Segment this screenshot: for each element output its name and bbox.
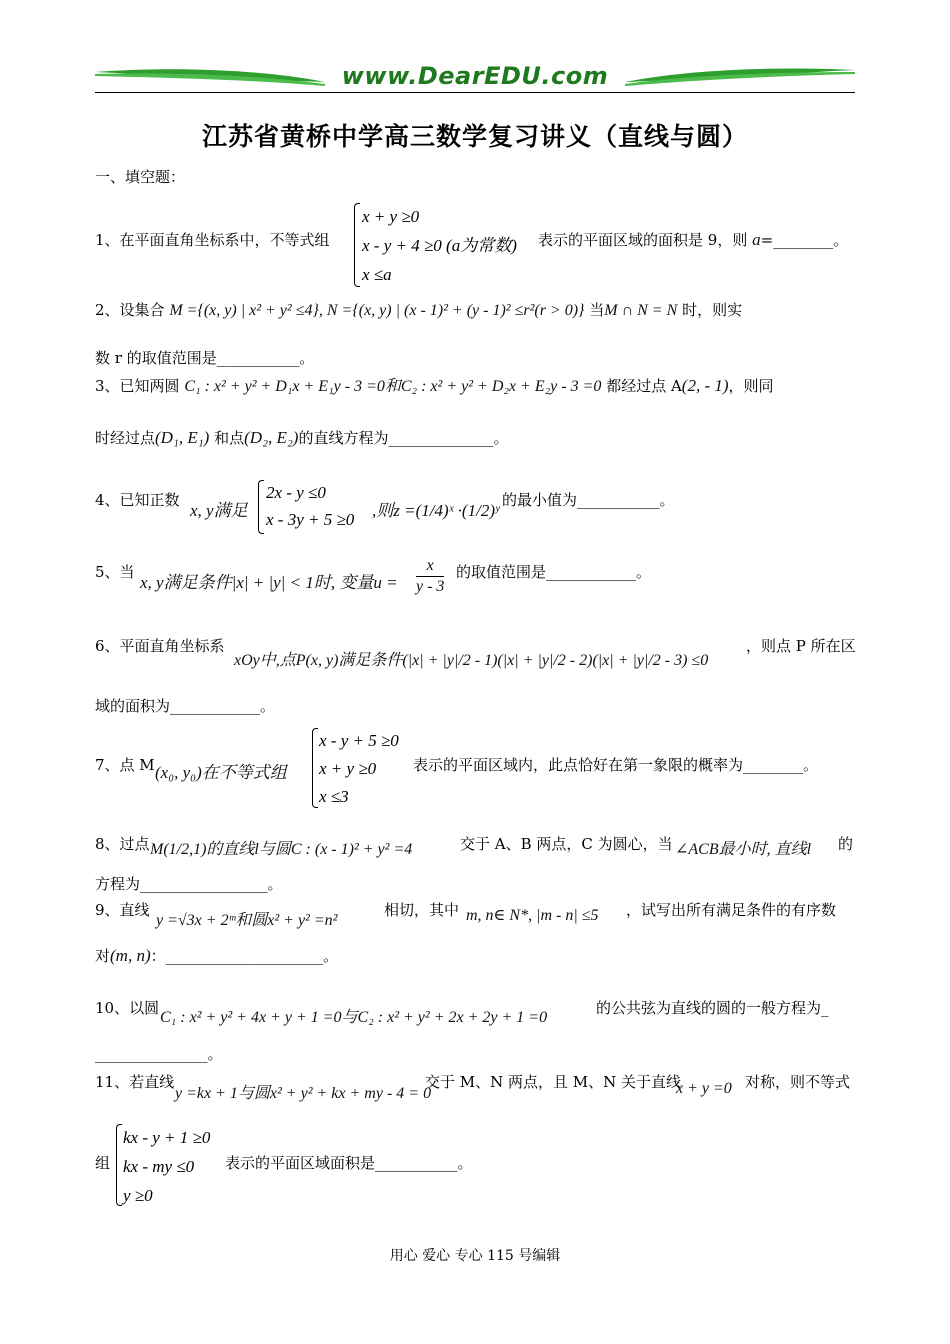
p11-line2-pre: 组 [95, 1154, 111, 1172]
p3-point: (2, - 1) [681, 376, 729, 395]
p6-post: ，则点 P 所在区 [746, 637, 856, 655]
p1-post [538, 230, 848, 250]
p4-vars: x, y满足 [190, 501, 248, 520]
p11-math: y =kx + 1与圆x² + y² + kx + my - 4 = 0 [175, 1085, 432, 1102]
p9-pre: 9、直线 [95, 901, 150, 919]
p6-pre: 6、平面直角坐标系 [95, 637, 225, 655]
p4-pre: 4、已知正数 [95, 491, 180, 509]
p9-line2-post: ：_____________________。 [150, 947, 339, 965]
p11-math2: x + y =0 [676, 1080, 732, 1097]
p1-tail: =________。 [760, 231, 849, 249]
p5-fraction [416, 556, 444, 597]
p1-brace [354, 203, 360, 287]
p3-post: ，则同 [728, 377, 774, 395]
header-logo [95, 62, 855, 96]
p3-line2-post: 的直线方程为______________。 [298, 429, 509, 447]
p10-post: 的公共弦为直线的圆的一般方程为_ [596, 999, 829, 1017]
p8-math: M(1/2,1)的直线l与圆C : (x - 1)² + y² =4 [150, 841, 413, 858]
p1-var: a [752, 230, 761, 249]
p9-mid: 相切，其中 [384, 901, 460, 919]
p11-sys-row: kx - my ≤0 [123, 1157, 195, 1176]
p7-post: 表示的平面区域内，此点恰好在第一象限的概率为________。 [413, 756, 819, 774]
p9-pair: (m, n) [110, 946, 151, 965]
p4-brace [258, 480, 264, 534]
p6-math: xOy中,点P(x, y)满足条件(|x| + |y|/2 - 1)(|x| + |y|/2 - 2)(|x| + |y|/2 - 3) ≤0 [234, 652, 709, 669]
footer: 用心 爱心 专心 115 号编辑 [389, 1248, 561, 1264]
p7-math: (x₀, y₀)在不等式组 [155, 763, 287, 782]
p7-sys-row: x ≤3 [319, 787, 349, 806]
p11-pre: 11、若直线 [95, 1073, 175, 1091]
p7-sys-row: x - y + 5 ≥0 [319, 731, 399, 750]
logo-text: www.DearEDU.com [341, 62, 609, 90]
p5-math: x, y满足条件|x| + |y| < 1时, 变量u = [140, 573, 398, 592]
p7-sys-row: x + y ≥0 [319, 759, 377, 778]
p7-brace [312, 728, 318, 808]
p7-pre: 7、点 M [95, 756, 155, 774]
p3-line2-mid: 和点 [214, 429, 245, 447]
p2-mid: 当 [589, 301, 605, 319]
p9-line2 [95, 946, 338, 966]
p9-post: ，试写出所有满足条件的有序数 [626, 901, 837, 919]
p1-pre: 1、在平面直角坐标系中，不等式组 [95, 231, 330, 249]
p11-brace [116, 1124, 122, 1206]
p1-system [362, 202, 517, 289]
p7-system [319, 727, 399, 811]
p11-line2-post: 表示的平面区域面积是___________。 [225, 1154, 473, 1172]
p3-pt1: (D₁, E₁) [155, 428, 210, 447]
p3-line2-pre: 时经过点 [95, 429, 156, 447]
p2-cond: M ∩ N = N [604, 302, 678, 319]
p6-line2: 域的面积为____________。 [95, 697, 276, 715]
p5-num: x [416, 556, 444, 577]
section-heading: 一、填空题： [95, 168, 186, 186]
p2-line1 [95, 300, 742, 321]
p2-line2: 数 r 的取值范围是___________。 [95, 349, 315, 367]
p3-math: C₁ : x² + y² + D₁x + E₁y - 3 =0和C₂ : x² + y² + D₂x + E₂y - 3 =0 [184, 378, 602, 395]
p8-post: 的 [838, 835, 854, 853]
p10-line2: _______________。 [95, 1045, 223, 1063]
p8-mid: 交于 A、B 两点，C 为圆心，当 [460, 835, 673, 853]
p9-math2: m, n∈ N*, |m - n| ≤5 [466, 907, 599, 924]
p5-pre: 5、当 [95, 563, 135, 581]
p2-post: 时，则实 [682, 301, 743, 319]
p9-line2-pre: 对 [95, 947, 111, 965]
page-title: 江苏省黄桥中学高三数学复习讲义（直线与圆） [201, 122, 748, 151]
p4-sys-row: 2x - y ≤0 [266, 483, 326, 502]
p3-pre: 3、已知两圆 [95, 377, 180, 395]
p3-line2 [95, 428, 508, 448]
p8-line2: 方程为_________________。 [95, 875, 283, 893]
p9-math: y =√3x + 2ᵐ和圆x² + y² =n² [156, 912, 338, 929]
p8-math2: ∠ACB最小时, 直线l [675, 841, 812, 858]
p11-system [123, 1123, 210, 1210]
p3-pt2: (D₂, E₂) [244, 428, 299, 447]
p4-post: 的最小值为___________。 [502, 491, 675, 509]
p1-sys-row: x - y + 4 ≥0 (a为常数) [362, 236, 517, 255]
p3-mid: 都经过点 A [606, 377, 682, 395]
p2-math: M ={(x, y) | x² + y² ≤4}, N ={(x, y) | (x - 1)² + (y - 1)² ≤r²(r > 0)} [169, 302, 585, 319]
p8-pre: 8、过点 [95, 835, 150, 853]
p1-sys-row: x + y ≥0 [362, 207, 420, 226]
p10-pre: 10、以圆 [95, 999, 160, 1017]
p4-expr: ,则z =(1/4)ˣ ·(1/2)ʸ [372, 501, 500, 520]
p1-post-text: 表示的平面区域的面积是 9，则 [538, 231, 748, 249]
p11-sys-row: y ≥0 [123, 1186, 153, 1205]
p10-math: C₁ : x² + y² + 4x + y + 1 =0与C₂ : x² + y² + 2x + 2y + 1 =0 [160, 1009, 548, 1026]
p3-line1 [95, 376, 774, 397]
p4-sys-row: x - 3y + 5 ≥0 [266, 510, 355, 529]
p11-sys-row: kx - y + 1 ≥0 [123, 1128, 211, 1147]
p4-system [266, 479, 354, 533]
p1-sys-row: x ≤a [362, 265, 392, 284]
p5-post: 的取值范围是____________。 [456, 563, 652, 581]
p11-post: 对称，则不等式 [745, 1073, 851, 1091]
p11-mid: 交于 M、N 两点，且 M、N 关于直线 [425, 1073, 682, 1091]
p5-den: y - 3 [416, 578, 445, 595]
header-rule [95, 92, 855, 93]
p2-pre: 2、设集合 [95, 301, 165, 319]
